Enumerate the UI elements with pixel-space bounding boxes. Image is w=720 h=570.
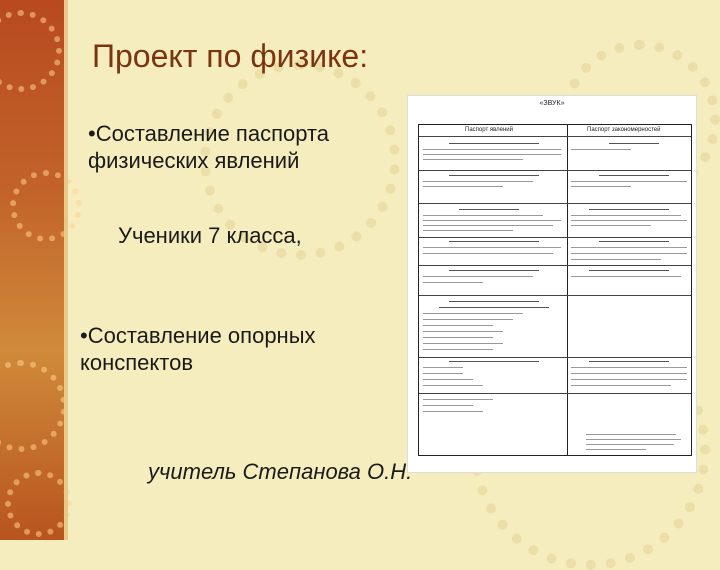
table-row-divider [419,265,691,266]
document-title: «ЗВУК» [539,100,565,107]
strip-divider [64,0,68,540]
decorative-side-strip [0,0,64,540]
column-header-left: Паспорт явлений [465,127,514,133]
table-row-divider [419,170,691,171]
bullet-notes: •Составление опорных конспектов [80,323,316,375]
slide-title: Проект по физике: [92,38,369,74]
gear-icon [10,170,82,242]
teacher-name: учитель Степанова О.Н. [148,459,413,484]
students-label: Ученики 7 класса, [118,223,302,248]
table-row-divider [419,357,691,358]
table-row-divider [419,237,691,238]
document-image [408,96,696,472]
gear-icon [0,10,62,92]
table-column-divider [567,125,568,455]
table-row-divider [419,295,691,296]
document-table [418,124,692,456]
table-row-divider [419,136,691,137]
bullet-passport: •Составление паспорта физических явлений [88,121,330,173]
table-row-divider [419,393,691,394]
table-row-divider [419,203,691,204]
document-footnote [586,430,686,454]
gear-icon [5,470,72,537]
column-header-right: Паспорт закономерностей [587,127,661,133]
gear-icon [0,360,67,452]
